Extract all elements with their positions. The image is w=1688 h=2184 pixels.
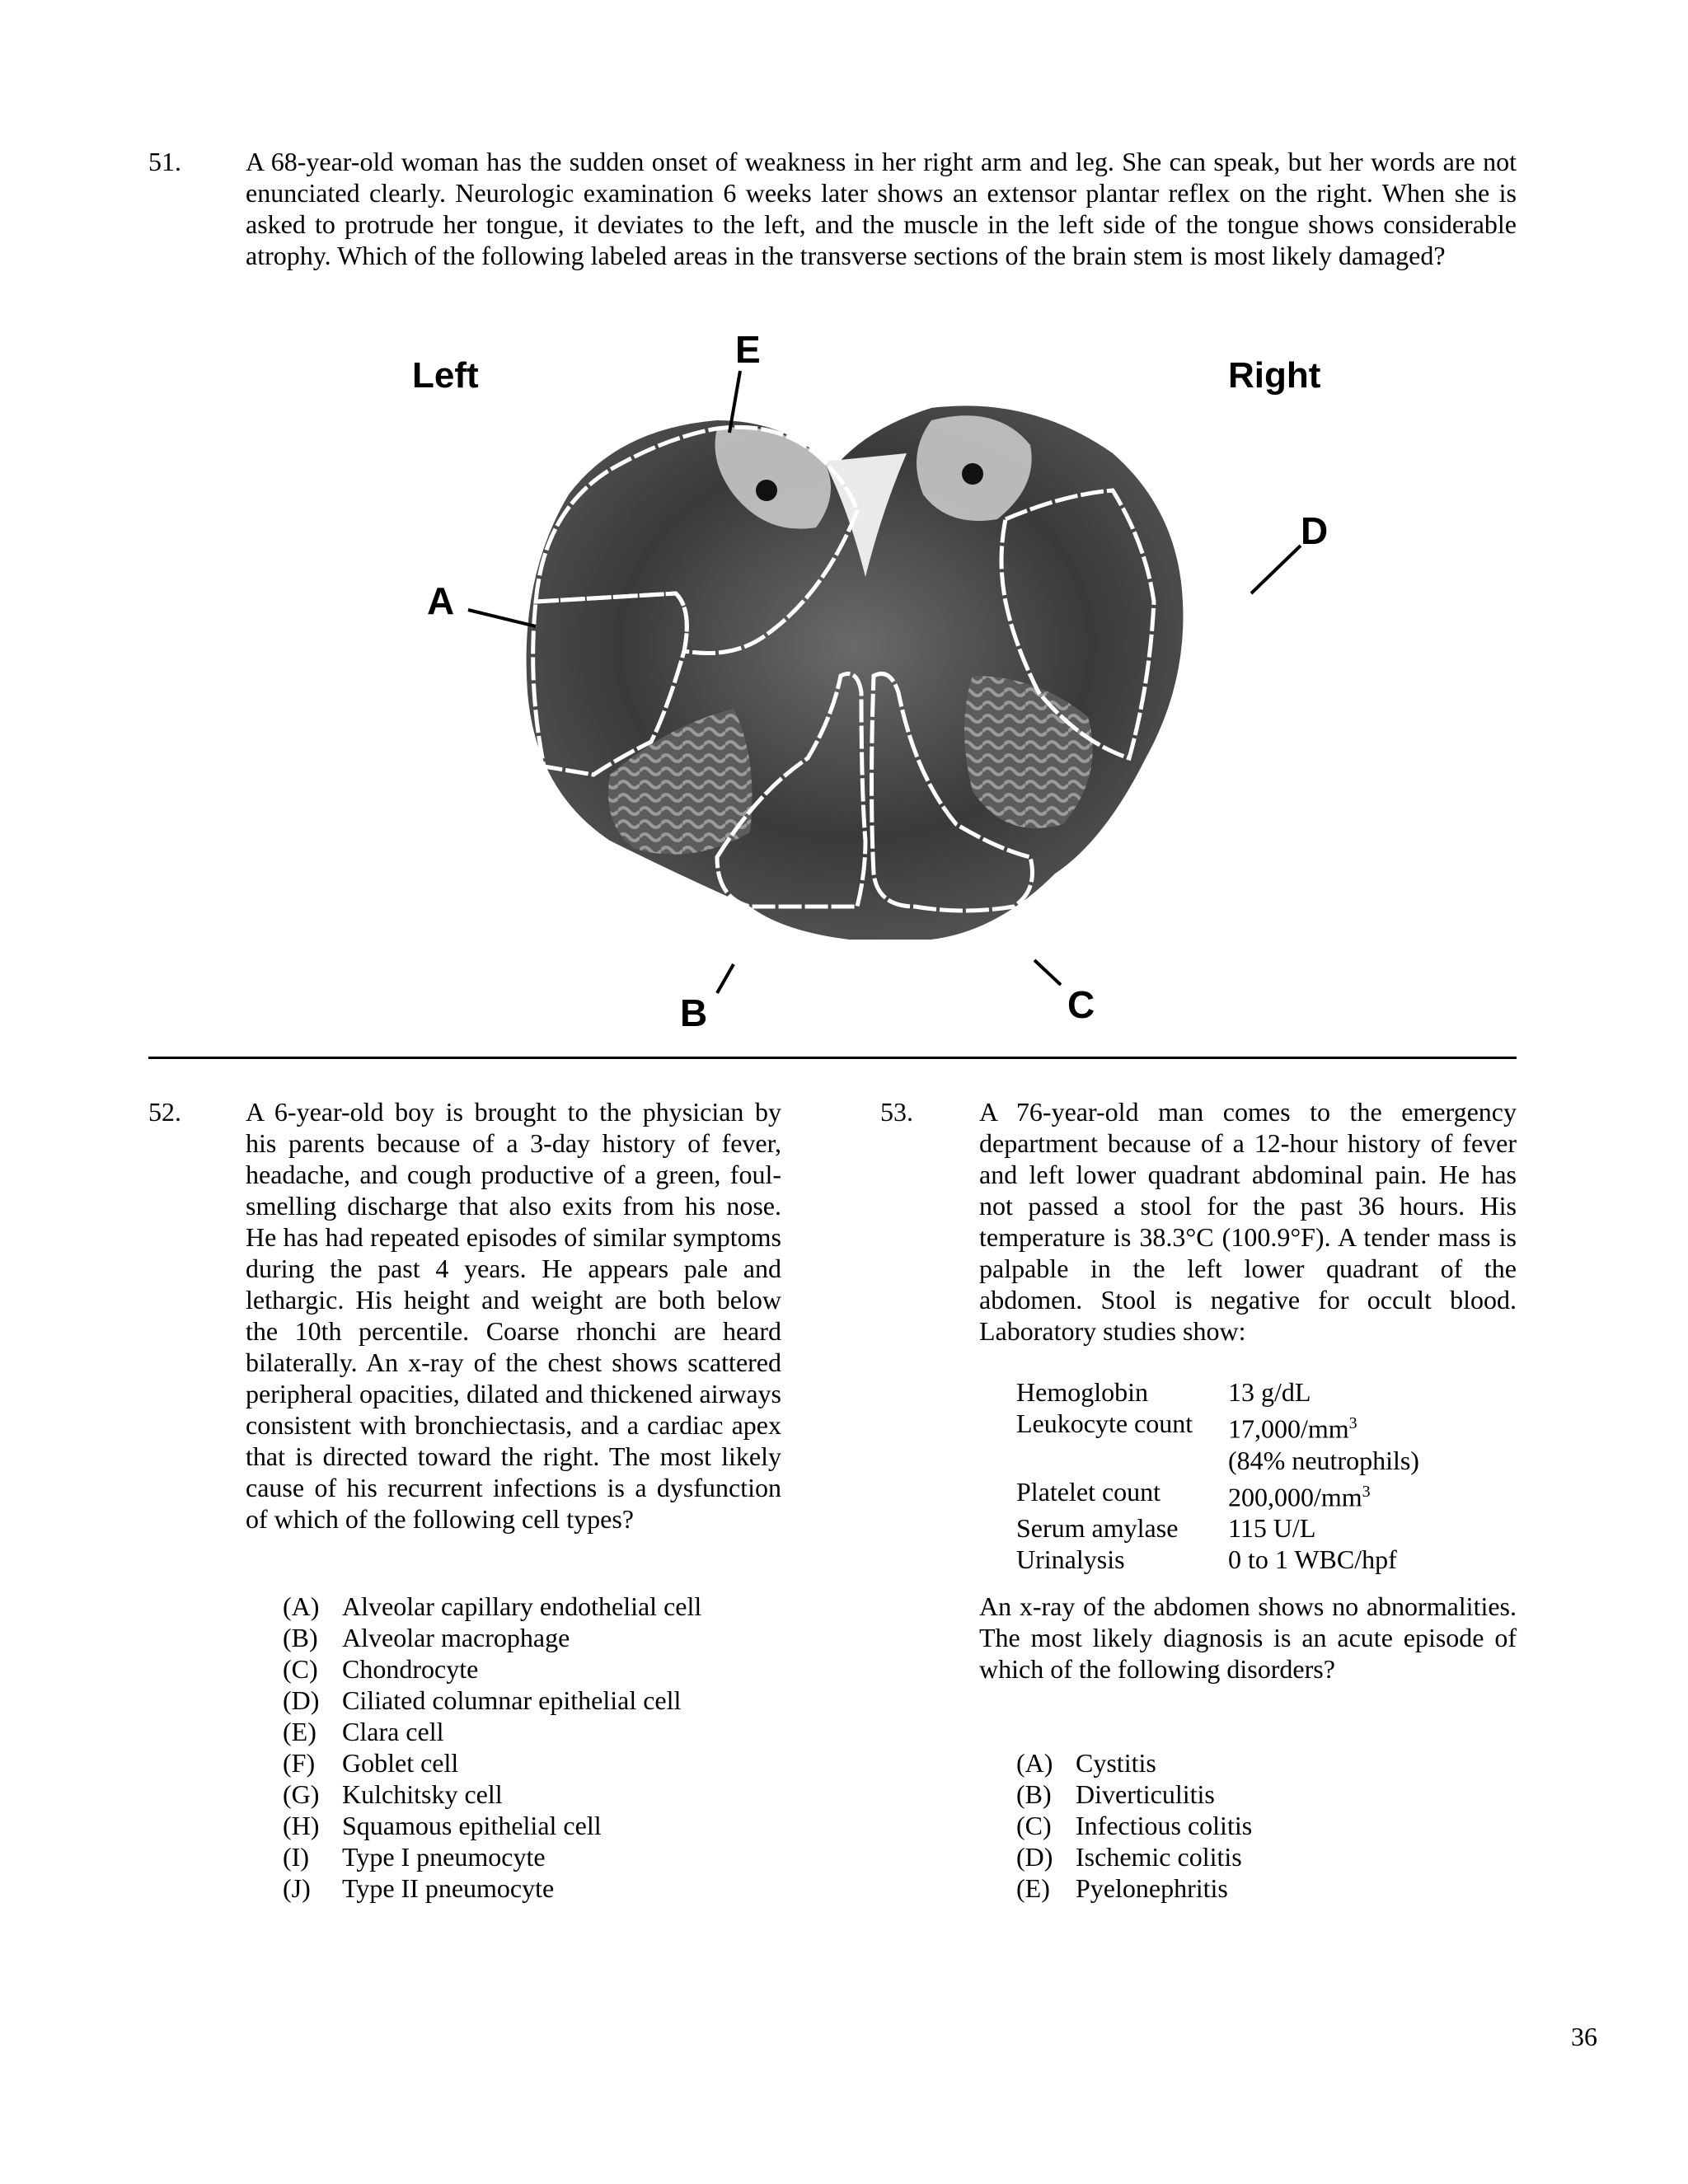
lab-value [1228,1408,1357,1445]
option-text: Goblet cell [342,1748,459,1778]
option-letter: (I) [283,1842,309,1872]
q52-option[interactable] [283,1622,701,1653]
q52-options [283,1591,701,1904]
lab-row [1016,1376,1419,1408]
option-letter: (A) [283,1591,320,1621]
lab-name: Serum amylase [1016,1513,1179,1544]
q52-option[interactable] [283,1716,701,1747]
q53-followup: An x-ray of the abdomen shows no abnormalities. The most likely diagnosis is an acute episode of which of the following disorders? [979,1591,1517,1684]
option-text: Type I pneumocyte [342,1842,546,1872]
option-letter: (D) [283,1685,320,1715]
pointer-c [1034,960,1061,985]
q51-number: 51. [148,147,181,176]
lab-value: 115 U/L [1228,1513,1316,1544]
lab-value: 13 g/dL [1228,1377,1311,1407]
option-text: Pyelonephritis [1076,1873,1228,1903]
option-text: Type II pneumocyte [342,1873,555,1903]
option-letter: (F) [283,1748,316,1778]
q52-option[interactable] [283,1872,701,1904]
q53-options [1016,1747,1252,1904]
lab-name: Hemoglobin [1016,1377,1148,1407]
page-number: 36 [1571,2022,1597,2051]
option-letter: (H) [283,1811,320,1840]
option-letter: (B) [283,1623,318,1652]
option-letter: (B) [1016,1779,1052,1809]
q52-option[interactable] [283,1591,701,1622]
q53-option[interactable] [1016,1747,1252,1779]
option-letter: (A) [1016,1748,1053,1778]
q53-option[interactable] [1016,1810,1252,1841]
q53-option[interactable] [1016,1841,1252,1872]
lab-value: 0 to 1 WBC/hpf [1228,1544,1397,1575]
lab-name: Leukocyte count [1016,1408,1193,1438]
option-text: Cystitis [1076,1748,1156,1778]
lab-row [1016,1544,1419,1575]
q52-option[interactable] [283,1653,701,1685]
q53-lab-table [1016,1376,1419,1575]
brainstem-figure [404,330,1343,1038]
option-text: Alveolar capillary endothelial cell [342,1591,702,1621]
option-text: Ciliated columnar epithelial cell [342,1685,682,1715]
label-a: A [427,579,455,622]
lab-value-text: 200,000/mm [1228,1482,1362,1512]
option-letter: (J) [283,1873,311,1903]
q53-number: 53. [880,1097,913,1127]
lab-name: Platelet count [1016,1476,1161,1507]
option-text: Clara cell [342,1717,444,1746]
label-c: C [1067,983,1095,1026]
q52-stem: A 6-year-old boy is brought to the physician by his parents because of a 3-day history of fever, headache, and cough productive of a green, foul-smelling discharge that also exits from his nose. He has had repeated episodes of similar symptoms during the past 4 years. He appears pale and lethargic. His height and weight are both below the 10th percentile. Coarse rhonchi are heard bilaterally. An x-ray of the chest shows scattered peripheral opacities, dilated and thickened airways consistent with bronchiectasis, and a cardiac apex that is directed toward the right. The most likely cause of his recurrent infections is a dysfunction of which of the following cell types? [246,1097,781,1534]
figure-left-label: Left [412,355,479,396]
q52-option[interactable] [283,1810,701,1841]
option-letter: (E) [1016,1873,1050,1903]
medulla-section [527,405,1184,940]
lab-row [1016,1476,1419,1513]
label-b: B [680,991,708,1034]
option-letter: (C) [1016,1811,1052,1840]
lab-name [1016,1445,1228,1476]
option-letter: (E) [283,1717,316,1746]
lab-value: (84% neutrophils) [1228,1445,1419,1475]
lab-row [1016,1408,1419,1445]
option-text: Ischemic colitis [1076,1842,1242,1872]
lab-value-sup: 3 [1348,1414,1357,1432]
q52-number: 52. [148,1097,181,1127]
label-d: D [1301,509,1329,552]
pointer-a [468,610,536,626]
option-text: Diverticulitis [1076,1779,1215,1809]
option-text: Infectious colitis [1076,1811,1253,1840]
lab-value [1228,1476,1371,1513]
option-letter: (D) [1016,1842,1053,1872]
q52-option[interactable] [283,1747,701,1779]
q53-option[interactable] [1016,1872,1252,1904]
option-text: Alveolar macrophage [342,1623,570,1652]
figure-right-label: Right [1228,355,1321,396]
lab-value-sup: 3 [1362,1482,1371,1501]
pointer-b [717,964,734,993]
q52-option[interactable] [283,1779,701,1810]
lab-value-text: 17,000/mm [1228,1413,1349,1444]
lab-row [1016,1445,1419,1476]
q53-option[interactable] [1016,1779,1252,1810]
option-text: Kulchitsky cell [342,1779,503,1809]
q52-option[interactable] [283,1841,701,1872]
q51-stem: A 68-year-old woman has the sudden onset of weakness in her right arm and leg. She can speak, but her words are not enunciated clearly. Neurologic examination 6 weeks later shows an extensor plantar reflex on the right. When she is asked to protrude her tongue, it deviates to the left, and the muscle in the left side of the tongue shows considerable atrophy. Which of the following labeled areas in the transverse sections of the brain stem is most likely damaged? [246,147,1517,270]
label-e: E [735,330,761,371]
option-letter: (C) [283,1654,318,1684]
section-divider [148,1057,1517,1059]
option-text: Chondrocyte [342,1654,479,1684]
option-letter: (G) [283,1779,320,1809]
q53-stem: A 76-year-old man comes to the emergency department because of a 12-hour history of fever and left lower quadrant abdominal pain. He has not passed a stool for the past 36 hours. His temperature is 38.3°C (100.9°F). A tender mass is palpable in the left lower quadrant of the abdomen. Stool is negative for occult blood. Laboratory studies show: [979,1097,1517,1346]
lab-name: Urinalysis [1016,1544,1125,1575]
option-text: Squamous epithelial cell [342,1811,602,1840]
pointer-d [1251,546,1301,593]
lab-row [1016,1512,1419,1544]
q52-option[interactable] [283,1685,701,1716]
